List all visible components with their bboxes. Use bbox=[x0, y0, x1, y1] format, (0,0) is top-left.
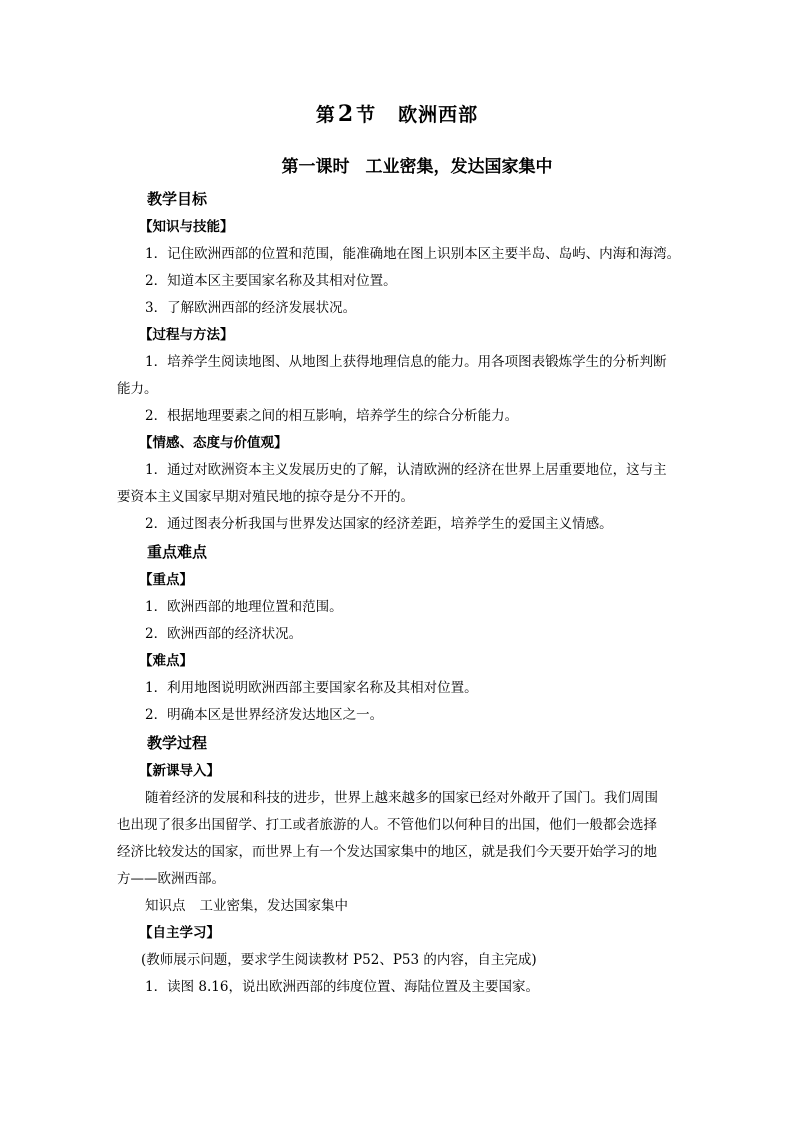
knowledge-item: 2．知道本区主要国家名称及其相对位置。 bbox=[145, 273, 397, 289]
document-body bbox=[117, 185, 683, 1001]
title-number: 2 bbox=[337, 101, 355, 127]
intro-line: 方——欧洲西部。 bbox=[117, 871, 225, 887]
emotion-item-2: 2．通过图表分析我国与世界发达国家的经济差距，培养学生的爱国主义情感。 bbox=[145, 516, 613, 532]
title-prefix: 第 bbox=[315, 104, 336, 126]
goals-heading: 教学目标 bbox=[147, 190, 208, 208]
knowledge-label: 【知识与技能】 bbox=[139, 219, 234, 235]
focus-item: 1．欧洲西部的地理位置和范围。 bbox=[145, 599, 343, 615]
focus-item: 2．欧洲西部的经济状况。 bbox=[145, 626, 303, 642]
intro-line: 随着经济的发展和科技的进步，世界上越来越多的国家已经对外敞开了国门。我们周围 bbox=[145, 790, 658, 806]
process-item-2: 2．根据地理要素之间的相互影响，培养学生的综合分析能力。 bbox=[145, 408, 519, 424]
knowledge-point-label: 知识点 bbox=[145, 898, 186, 914]
emotion-label: 【情感、态度与价值观】 bbox=[139, 435, 288, 451]
focus-label: 【重点】 bbox=[139, 572, 193, 588]
knowledge-point bbox=[117, 893, 683, 920]
title-suffix: 节 bbox=[356, 104, 377, 126]
intro-label: 【新课导入】 bbox=[139, 763, 220, 779]
lesson-subtitle bbox=[0, 152, 794, 177]
self-study-note: (教师展示问题，要求学生阅读教材 P52、P53 的内容，自主完成) bbox=[141, 952, 537, 968]
difficulty-item: 1．利用地图说明欧洲西部主要国家名称及其相对位置。 bbox=[145, 680, 478, 696]
knowledge-item: 1．记住欧洲西部的位置和范围，能准确地在图上识别本区主要半岛、岛屿、内海和海湾。 bbox=[145, 246, 681, 262]
process-item-1b: 能力。 bbox=[117, 381, 158, 397]
self-study-item: 1．读图 8.16，说出欧洲西部的纬度位置、海陆位置及主要国家。 bbox=[145, 979, 539, 995]
intro-line: 也出现了很多出国留学、打工或者旅游的人。不管他们以何种目的出国，他们一般都会选择 bbox=[117, 817, 657, 833]
knowledge-item: 3．了解欧洲西部的经济发展状况。 bbox=[145, 300, 357, 316]
knowledge-point-text: 工业密集，发达国家集中 bbox=[199, 898, 348, 914]
title-name: 欧洲西部 bbox=[398, 104, 479, 126]
lesson-label: 第一课时 bbox=[281, 157, 350, 177]
lesson-topic: 工业密集，发达国家集中 bbox=[365, 157, 553, 177]
difficulty-label: 【难点】 bbox=[139, 653, 193, 669]
intro-line: 经济比较发达的国家，而世界上有一个发达国家集中的地区，就是我们今天要开始学习的地 bbox=[117, 844, 657, 860]
process-heading: 教学过程 bbox=[147, 734, 208, 752]
section-title bbox=[0, 100, 794, 127]
emotion-item-1b: 要资本主义国家早期对殖民地的掠夺是分不开的。 bbox=[117, 489, 414, 505]
difficulty-item: 2．明确本区是世界经济发达地区之一。 bbox=[145, 707, 384, 723]
process-item-1a: 1．培养学生阅读地图、从地图上获得地理信息的能力。用各项图表锻炼学生的分析判断 bbox=[145, 354, 667, 370]
process-label: 【过程与方法】 bbox=[139, 327, 234, 343]
key-heading: 重点难点 bbox=[147, 543, 208, 561]
emotion-item-1a: 1．通过对欧洲资本主义发展历史的了解，认清欧洲的经济在世界上居重要地位，这与主 bbox=[145, 462, 667, 478]
self-study-label: 【自主学习】 bbox=[139, 925, 220, 941]
